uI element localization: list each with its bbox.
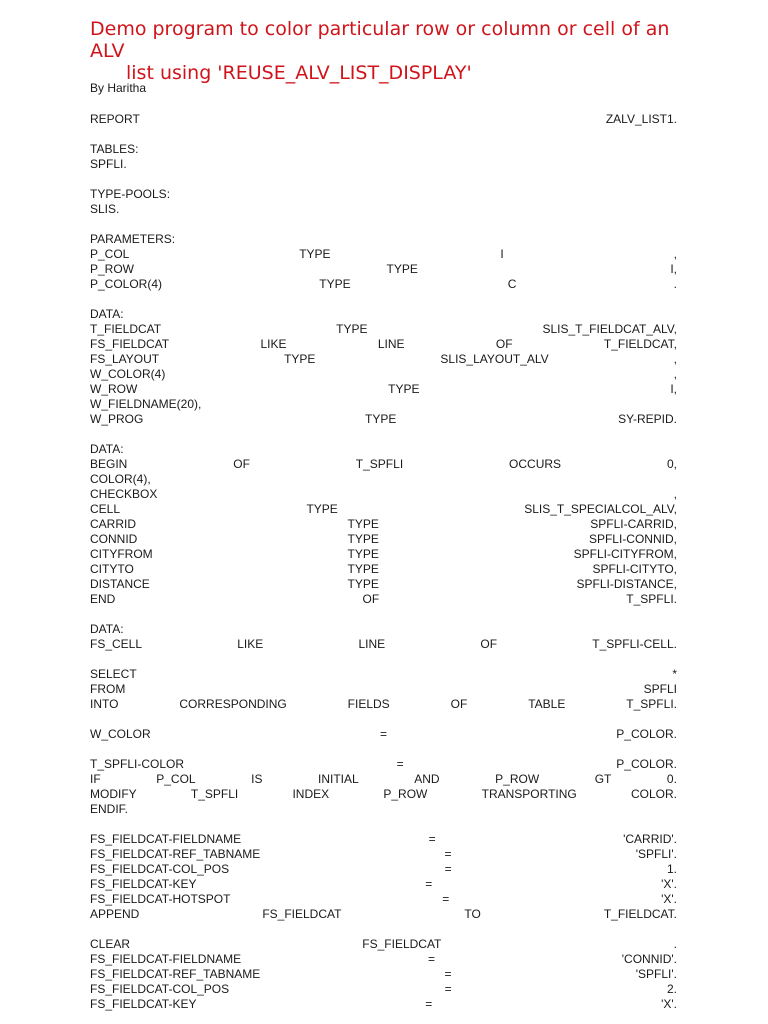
code-line: [90, 697, 677, 712]
code-token: SELECT: [90, 667, 137, 681]
code-token: 'CONNID'.: [621, 952, 677, 966]
code-token: TYPE: [386, 262, 418, 276]
code-token: INITIAL: [318, 772, 359, 786]
blank-line: [90, 742, 677, 757]
code-token: T_SPFLI-COLOR: [90, 757, 185, 771]
code-token: FS_CELL: [90, 637, 143, 651]
document-title: [90, 18, 690, 84]
code-token: =: [379, 727, 387, 741]
code-token: FS_FIELDCAT: [90, 337, 170, 351]
code-token: TABLES:: [90, 142, 139, 156]
code-line: [90, 877, 677, 892]
code-line: [90, 322, 677, 337]
code-token: I,: [670, 262, 677, 276]
code-line: [90, 772, 677, 787]
code-line: [90, 307, 677, 322]
code-token: W_FIELDNAME(20),: [90, 397, 202, 411]
code-line: [90, 412, 677, 427]
code-token: CLEAR: [90, 937, 131, 951]
code-token: SLIS_T_FIELDCAT_ALV,: [542, 322, 677, 336]
code-line: [90, 982, 677, 997]
code-token: TRANSPORTING: [481, 787, 577, 801]
code-token: TYPE: [365, 412, 397, 426]
code-token: PARAMETERS:: [90, 232, 176, 246]
code-token: 2.: [666, 982, 677, 996]
code-token: OF: [362, 592, 380, 606]
code-token: TYPE: [388, 382, 420, 396]
code-token: GT: [594, 772, 612, 786]
code-listing: [90, 112, 677, 1012]
document-title-line-1: Demo program to color particular row or column or cell of an ALV: [90, 18, 670, 62]
code-token: T_FIELDCAT: [90, 322, 162, 336]
code-line: [90, 892, 677, 907]
code-token: LINE: [358, 637, 386, 651]
code-token: CELL: [90, 502, 121, 516]
code-token: DATA:: [90, 622, 124, 636]
code-token: T_FIELDCAT.: [603, 907, 677, 921]
code-line: [90, 247, 677, 262]
code-token: DATA:: [90, 442, 124, 456]
code-line: [90, 187, 677, 202]
code-token: FS_FIELDCAT-REF_TABNAME: [90, 847, 261, 861]
code-token: FS_FIELDCAT-HOTSPOT: [90, 892, 231, 906]
code-line: [90, 232, 677, 247]
code-token: P_COL: [90, 247, 130, 261]
code-token: CORRESPONDING: [179, 697, 287, 711]
code-line: [90, 277, 677, 292]
code-token: FS_LAYOUT: [90, 352, 160, 366]
code-line: [90, 157, 677, 172]
code-token: OF: [480, 637, 498, 651]
code-line: [90, 907, 677, 922]
code-token: *: [672, 667, 677, 681]
code-token: CHECKBOX: [90, 487, 158, 501]
code-token: COLOR(4),: [90, 472, 151, 486]
blank-line: [90, 217, 677, 232]
code-token: T_FIELDCAT,: [603, 337, 677, 351]
code-token: W_PROG: [90, 412, 144, 426]
code-token: TO: [464, 907, 481, 921]
code-token: ENDIF.: [90, 802, 129, 816]
code-token: DISTANCE: [90, 577, 150, 591]
code-line: [90, 682, 677, 697]
code-token: .: [673, 937, 677, 951]
code-token: ,: [673, 367, 677, 381]
code-line: [90, 967, 677, 982]
code-token: FS_FIELDCAT-COL_POS: [90, 982, 230, 996]
code-line: [90, 862, 677, 877]
code-line: [90, 577, 677, 592]
code-token: TYPE: [347, 577, 379, 591]
code-token: TYPE: [299, 247, 331, 261]
code-token: LIKE: [237, 637, 264, 651]
code-token: SPFLI-CITYFROM,: [573, 547, 677, 561]
code-token: LINE: [377, 337, 405, 351]
code-token: FIELDS: [347, 697, 390, 711]
code-token: T_SPFLI.: [626, 592, 677, 606]
code-line: [90, 472, 677, 487]
code-token: TYPE-POOLS:: [90, 187, 171, 201]
code-token: T_SPFLI-CELL.: [592, 637, 677, 651]
code-token: SLIS.: [90, 202, 120, 216]
code-token: MODIFY: [90, 787, 137, 801]
code-token: TYPE: [347, 517, 379, 531]
code-token: FS_FIELDCAT-FIELDNAME: [90, 832, 242, 846]
code-token: SPFLI.: [90, 157, 127, 171]
code-token: OF: [233, 457, 250, 471]
code-token: T_SPFLI.: [626, 697, 677, 711]
code-token: =: [428, 832, 436, 846]
code-token: SLIS_LAYOUT_ALV: [440, 352, 549, 366]
code-line: [90, 262, 677, 277]
code-line: [90, 367, 677, 382]
code-token: APPEND: [90, 907, 140, 921]
code-token: ,: [673, 247, 677, 261]
code-token: 0,: [666, 457, 677, 471]
code-line: [90, 667, 677, 682]
blank-line: [90, 712, 677, 727]
code-token: INDEX: [292, 787, 330, 801]
code-line: [90, 142, 677, 157]
code-token: =: [425, 997, 433, 1011]
code-token: AND: [414, 772, 440, 786]
code-token: =: [442, 892, 450, 906]
code-line: [90, 442, 677, 457]
code-token: C: [507, 277, 517, 291]
code-token: 1.: [666, 862, 677, 876]
code-line: [90, 787, 677, 802]
code-line: [90, 952, 677, 967]
code-line: [90, 457, 677, 472]
author-line: By Haritha: [90, 81, 147, 95]
code-line: [90, 337, 677, 352]
code-line: [90, 622, 677, 637]
code-token: SLIS_T_SPECIALCOL_ALV,: [524, 502, 677, 516]
code-token: W_ROW: [90, 382, 138, 396]
code-token: TYPE: [319, 277, 351, 291]
code-token: P_ROW: [495, 772, 540, 786]
code-token: =: [444, 967, 452, 981]
blank-line: [90, 652, 677, 667]
code-token: DATA:: [90, 307, 124, 321]
code-token: SPFLI-CARRID,: [590, 517, 677, 531]
code-line: [90, 562, 677, 577]
code-token: LIKE: [260, 337, 287, 351]
code-token: P_COLOR.: [616, 727, 677, 741]
code-token: 'SPFLI'.: [635, 967, 677, 981]
code-line: [90, 832, 677, 847]
code-token: ,: [673, 352, 677, 366]
blank-line: [90, 817, 677, 832]
blank-line: [90, 427, 677, 442]
code-token: 0.: [666, 772, 677, 786]
code-line: [90, 397, 677, 412]
code-line: [90, 517, 677, 532]
code-token: 'X'.: [661, 892, 677, 906]
code-line: [90, 502, 677, 517]
code-line: [90, 757, 677, 772]
code-token: TYPE: [336, 322, 368, 336]
code-token: REPORT: [90, 112, 140, 126]
code-token: CONNID: [90, 532, 138, 546]
blank-line: [90, 292, 677, 307]
code-token: P_ROW: [383, 787, 428, 801]
code-token: TYPE: [347, 532, 379, 546]
code-token: TABLE: [528, 697, 566, 711]
code-token: TYPE: [347, 562, 379, 576]
code-token: SY-REPID.: [618, 412, 677, 426]
code-token: 'SPFLI'.: [635, 847, 677, 861]
code-token: OF: [450, 697, 468, 711]
code-line: [90, 532, 677, 547]
code-token: TYPE: [284, 352, 316, 366]
code-line: [90, 547, 677, 562]
code-line: [90, 592, 677, 607]
code-token: I: [500, 247, 504, 261]
code-line: [90, 847, 677, 862]
code-token: COLOR.: [630, 787, 677, 801]
code-token: P_COLOR.: [616, 757, 677, 771]
code-line: [90, 802, 677, 817]
code-token: TYPE: [347, 547, 379, 561]
code-line: [90, 352, 677, 367]
blank-line: [90, 172, 677, 187]
code-token: SPFLI-CONNID,: [588, 532, 677, 546]
blank-line: [90, 922, 677, 937]
code-token: T_SPFLI: [355, 457, 404, 471]
code-line: [90, 382, 677, 397]
code-token: FS_FIELDCAT: [262, 907, 342, 921]
code-token: =: [444, 982, 452, 996]
code-token: P_COLOR(4): [90, 277, 163, 291]
code-token: W_COLOR: [90, 727, 151, 741]
code-token: IF: [90, 772, 101, 786]
code-token: W_COLOR(4): [90, 367, 166, 381]
code-token: SPFLI-CITYTO,: [592, 562, 677, 576]
code-token: SPFLI: [643, 682, 677, 696]
document-title-line-2: list using 'REUSE_ALV_LIST_DISPLAY': [126, 62, 472, 84]
code-token: =: [427, 952, 435, 966]
code-token: P_COL: [156, 772, 196, 786]
code-token: END: [90, 592, 116, 606]
code-token: FS_FIELDCAT-COL_POS: [90, 862, 230, 876]
code-token: =: [444, 862, 452, 876]
code-token: TYPE: [306, 502, 338, 516]
code-token: I,: [670, 382, 677, 396]
code-token: FS_FIELDCAT: [362, 937, 442, 951]
code-token: IS: [251, 772, 263, 786]
code-token: OCCURS: [509, 457, 562, 471]
code-token: .: [673, 277, 677, 291]
code-token: SPFLI-DISTANCE,: [576, 577, 677, 591]
code-token: =: [425, 877, 433, 891]
code-token: CARRID: [90, 517, 137, 531]
code-token: FS_FIELDCAT-FIELDNAME: [90, 952, 242, 966]
code-token: =: [396, 757, 404, 771]
code-token: CITYFROM: [90, 547, 153, 561]
code-line: [90, 202, 677, 217]
code-token: 'X'.: [661, 877, 677, 891]
code-token: FS_FIELDCAT-KEY: [90, 997, 197, 1011]
blank-line: [90, 607, 677, 622]
code-line: [90, 997, 677, 1012]
code-token: P_ROW: [90, 262, 135, 276]
code-line: [90, 727, 677, 742]
code-line: [90, 937, 677, 952]
code-token: =: [444, 847, 452, 861]
code-token: FS_FIELDCAT-KEY: [90, 877, 197, 891]
code-token: FROM: [90, 682, 126, 696]
code-token: T_SPFLI: [190, 787, 239, 801]
code-token: ,: [673, 487, 677, 501]
code-token: OF: [495, 337, 513, 351]
code-token: BEGIN: [90, 457, 128, 471]
code-token: CITYTO: [90, 562, 134, 576]
code-token: INTO: [90, 697, 119, 711]
code-token: ZALV_LIST1.: [605, 112, 677, 126]
code-line: [90, 487, 677, 502]
code-token: 'X'.: [661, 997, 677, 1011]
code-line: [90, 112, 677, 127]
code-token: 'CARRID'.: [623, 832, 677, 846]
code-line: [90, 637, 677, 652]
blank-line: [90, 127, 677, 142]
code-token: FS_FIELDCAT-REF_TABNAME: [90, 967, 261, 981]
